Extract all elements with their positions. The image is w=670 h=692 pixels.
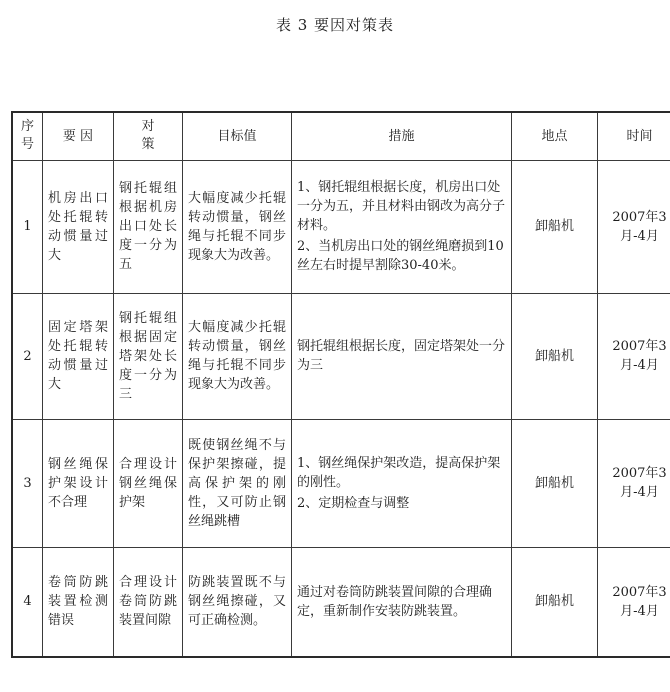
header-time: 时间 xyxy=(598,112,670,160)
cell-cause: 机房出口处托辊转动惯量过大 xyxy=(43,160,114,293)
action-line: 1、钢丝绳保护架改造，提高保护架的刚性。 xyxy=(297,455,501,490)
cell-target: 既使钢丝绳不与保护架擦碰，提高保护架的刚性，又可防止钢丝绳跳槽 xyxy=(183,419,292,547)
cell-time: 2007年3月-4月 xyxy=(598,547,670,657)
action-line: 1、钢托辊组根据长度，机房出口处一分为五，并且材料由钢改为高分子材料。 xyxy=(297,180,506,233)
action-line: 2、当机房出口处的钢丝绳磨损到10丝左右时提早割除30-40米。 xyxy=(297,239,504,273)
table-row xyxy=(12,419,670,547)
header-action: 措施 xyxy=(292,112,512,160)
cell-time: 2007年3月-4月 xyxy=(598,419,670,547)
table-caption: 表 3 要因对策表 xyxy=(275,16,395,34)
cell-measure: 合理设计钢丝绳保护架 xyxy=(114,419,183,547)
cell-target: 防跳装置既不与钢丝绳擦碰，又可正确检测。 xyxy=(183,547,292,657)
cell-time: 2007年3月-4月 xyxy=(598,160,670,293)
header-measure-line-2: 策 xyxy=(141,137,155,153)
cell-location: 卸船机 xyxy=(512,160,598,293)
cell-time: 2007年3月-4月 xyxy=(598,293,670,419)
countermeasure-table xyxy=(11,111,670,658)
header-measure xyxy=(114,112,183,160)
cell-target: 大幅度减少托辊转动惯量，钢丝绳与托辊不同步现象大为改善。 xyxy=(183,160,292,293)
table-header-row xyxy=(12,112,670,160)
cell-seq: 3 xyxy=(12,419,43,547)
cell-action xyxy=(292,547,512,657)
cell-seq: 1 xyxy=(12,160,43,293)
header-seq xyxy=(12,112,43,160)
cell-cause: 卷筒防跳装置检测错误 xyxy=(43,547,114,657)
action-line: 钢托辊组根据长度，固定塔架处一分为三 xyxy=(297,339,506,373)
table-row xyxy=(12,547,670,657)
cell-action xyxy=(292,419,512,547)
cell-location: 卸船机 xyxy=(512,547,598,657)
cell-location: 卸船机 xyxy=(512,293,598,419)
cell-cause: 固定塔架处托辊转动惯量过大 xyxy=(43,293,114,419)
header-target: 目标值 xyxy=(183,112,292,160)
cell-seq: 2 xyxy=(12,293,43,419)
header-seq-line-2: 号 xyxy=(20,137,34,153)
cell-measure: 合理设计卷筒防跳装置间隙 xyxy=(114,547,183,657)
header-location: 地点 xyxy=(512,112,598,160)
cell-location: 卸船机 xyxy=(512,419,598,547)
action-line: 通过对卷筒防跳装置间隙的合理确定，重新制作安装防跳装置。 xyxy=(297,584,493,619)
cell-cause: 钢丝绳保护架设计不合理 xyxy=(43,419,114,547)
table-row xyxy=(12,293,670,419)
action-line: 2、定期检查与调整 xyxy=(297,495,410,511)
cell-measure: 钢托辊组根据机房出口处长度一分为五 xyxy=(114,160,183,293)
cell-action xyxy=(292,160,512,293)
cell-target: 大幅度减少托辊转动惯量，钢丝绳与托辊不同步现象大为改善。 xyxy=(183,293,292,419)
cell-action xyxy=(292,293,512,419)
header-cause: 要 因 xyxy=(43,112,114,160)
cell-measure: 钢托辊组根据固定塔架处长度一分为三 xyxy=(114,293,183,419)
table-row xyxy=(12,160,670,293)
cell-seq: 4 xyxy=(12,547,43,657)
header-seq-line-1: 序 xyxy=(20,119,34,135)
header-measure-line-1: 对 xyxy=(141,119,155,135)
